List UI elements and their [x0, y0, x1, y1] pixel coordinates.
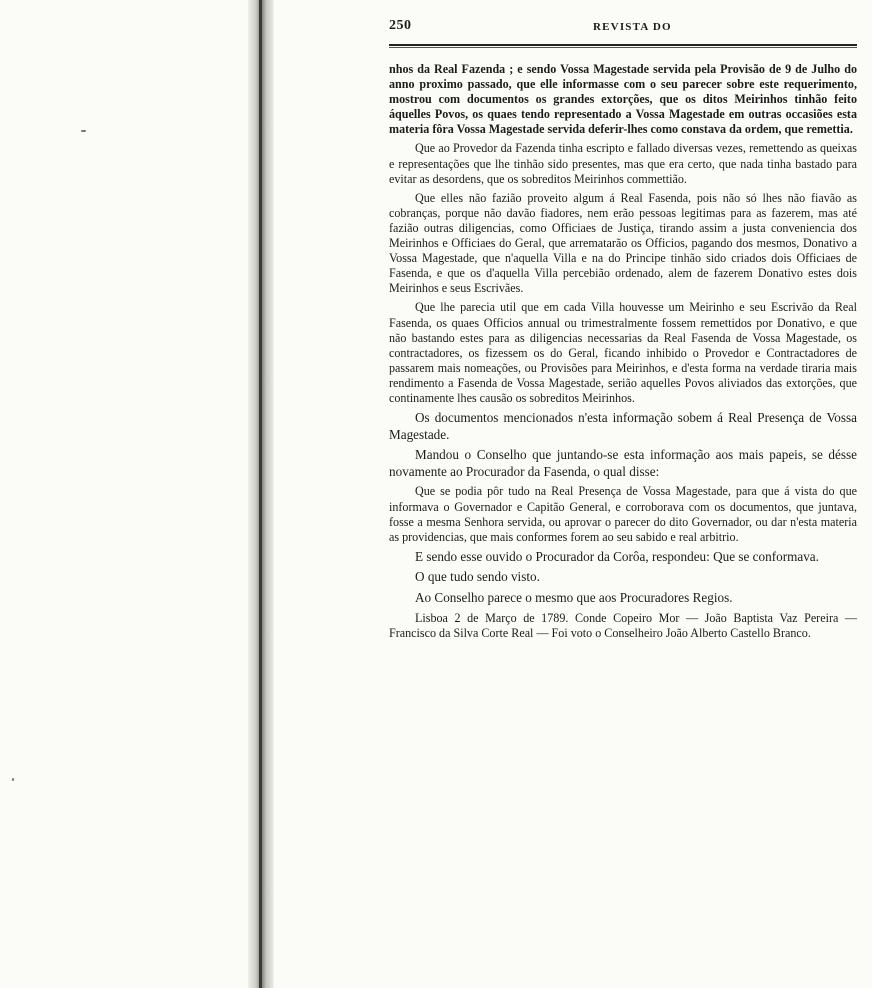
- paragraph-3: Que elles não fazião proveito algum á Real Fasenda, pois não só lhes não fiavão as cobranças, porque não davão fiadores, nem erão pessoas legitimas para as fazerem, mas até fazião outras diligencias, como Officiaes de Justiça, tirando assim a justa conveniencia dos Meirinhos e Officiaes do Geral, que arrematarão os Officios, pagando dos mesmos, Donativo a Vossa Magestade, que n'aquella Villa e na do Principe tinhão sido criados dois Officiaes de Fasenda, e que os d'aquella Villa percebião ordenado, alem de fazerem Donativo estes dois Meirinhos e seus Escrivães.: [389, 190, 857, 296]
- paragraph-7: Que se podia pôr tudo na Real Presença de Vossa Magestade, para que á vista do que informava o Governador e Capitão General, e corroborava com os documentos, que juntava, fosse a mesma Senhora servida, ou aprovar o parecer do dito Governador, ou dar n'esta materia as providencias, que mais conformes forem ao seu sabido e real arbitrio.: [389, 484, 857, 544]
- scan-speck: [12, 778, 14, 781]
- document-page: [389, 18, 857, 645]
- paragraph-10: Ao Conselho parece o mesmo que aos Procuradores Regios.: [415, 590, 733, 605]
- paragraph-5: Os documentos mencionados n'esta informação sobem á Real Presença de Vossa Magestade.: [389, 410, 857, 442]
- paragraph-2: Que ao Provedor da Fazenda tinha escripto e fallado diversas vezes, remettendo as queixas e representações que lhe tinhão sido presentes, mas que era certo, que nada tinha bastado para evitar as desordens, que os sobreditos Meirinhos commettião.: [389, 141, 857, 186]
- document-body: [389, 62, 857, 641]
- binding-edge: [259, 0, 262, 988]
- paragraph-8: E sendo esse ouvido o Procurador da Corôa, respondeu: Que se conformava.: [415, 548, 819, 564]
- header-rule: [389, 44, 857, 48]
- paragraph-9: O que tudo sendo visto.: [415, 569, 540, 585]
- paragraph-6: Mandou o Conselho que juntando-se esta informação aos mais papeis, se désse novamente ao Procurador da Fasenda, o qual disse:: [389, 447, 857, 479]
- scan-speck: [81, 130, 86, 132]
- paragraph-4: Que lhe parecia util que em cada Villa houvesse um Meirinho e seu Escrivão da Real Fasenda, os quaes Officios annual ou trimestralmente fossem remettidos por Donativo, e que não bastando estes para as diligencias necessarias da Real Fasenda de Vossa Magestade, os contractadores, os fizessem os do Geral, ficando inhibido o Provedor e Contractadores de passarem mais nomeações, ou Provisões para Meirinhos, e d'esta forma na verdade tiraria mais rendimento a Fasenda de Vossa Magestade, serião aquelles Povos aliviados das extorções, que continamente lhes causão os sobreditos Meirinhos.: [389, 300, 857, 405]
- running-head: [389, 18, 857, 40]
- paragraph-11: Lisboa 2 de Março de 1789. Conde Copeiro Mor — João Baptista Vaz Pereira — Francisco da Silva Corte Real — Foi voto o Conselheiro João Alberto Castello Branco.: [389, 610, 857, 640]
- page-number: 250: [389, 18, 412, 33]
- journal-title: REVISTA DO: [593, 21, 672, 33]
- paragraph-1: nhos da Real Fazenda ; e sendo Vossa Magestade servida pela Provisão de 9 de Julho do anno proximo passado, que elle informasse com o seu parecer sobre este requerimento, mostrou com documentos os grandes extorções, que os ditos Meirinhos tinhão feito áquelles Povos, os quaes tendo representado a Vossa Magestade em outras occasiões esta materia fôra Vossa Magestade servida deferir-lhes como constava da ordem, que remettia.: [389, 62, 857, 137]
